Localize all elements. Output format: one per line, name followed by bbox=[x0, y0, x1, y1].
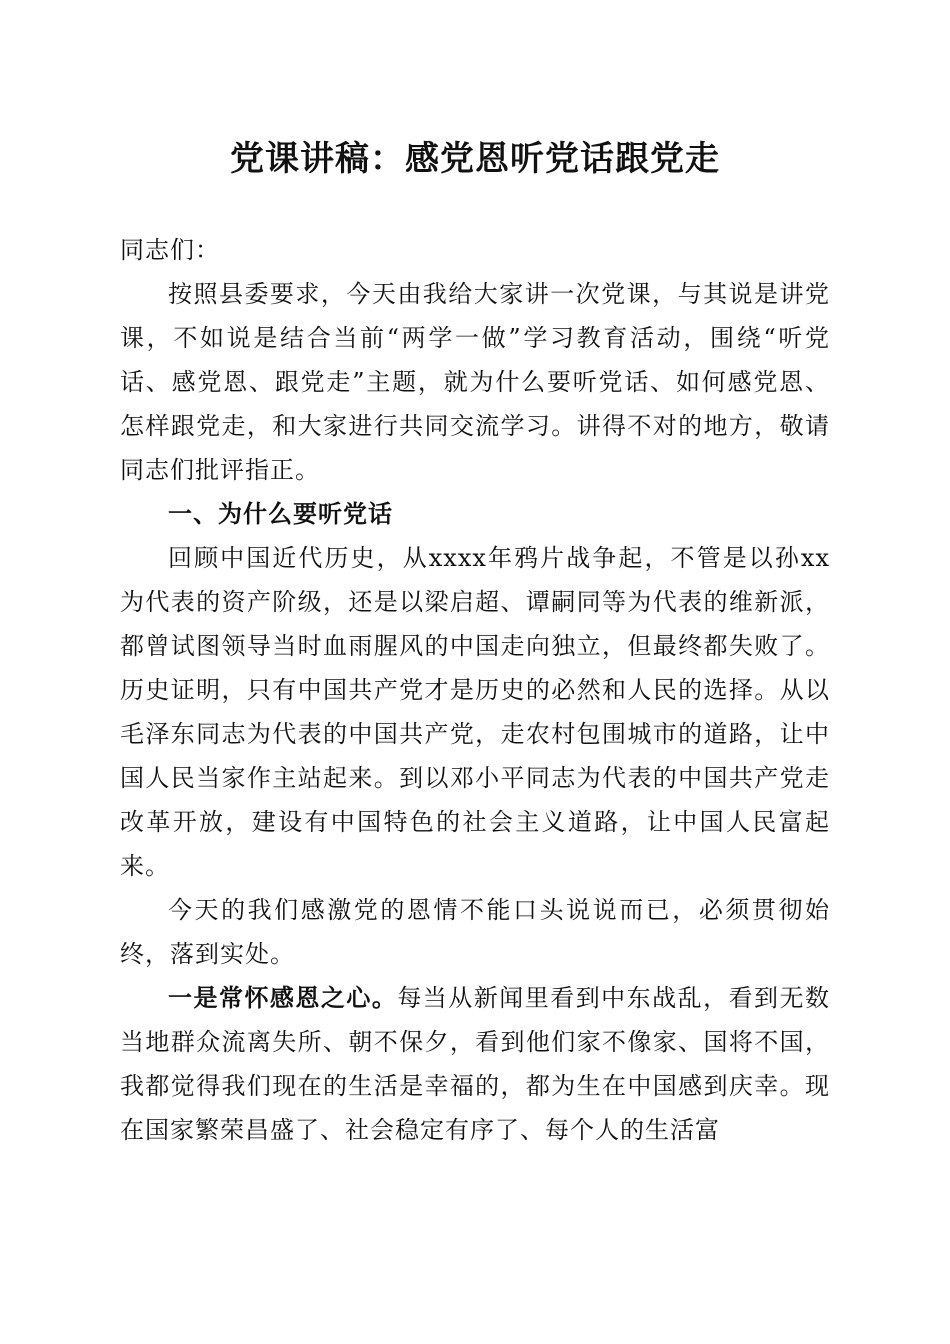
point-one-lead: 一是常怀感恩之心。 bbox=[168, 984, 398, 1012]
point-one-paragraph bbox=[120, 976, 830, 1152]
document-body bbox=[120, 228, 830, 1152]
salutation: 同志们： bbox=[120, 236, 220, 264]
section-heading: 一、为什么要听党话 bbox=[168, 500, 393, 528]
document-title: 党课讲稿：感党恩听党话跟党走 bbox=[230, 139, 720, 179]
gratitude-paragraph: 今天的我们感激党的恩情不能口头说说而已，必须贯彻始终，落到实处。 bbox=[120, 896, 830, 968]
intro-paragraph: 按照县委要求，今天由我给大家讲一次党课，与其说是讲党课，不如说是结合当前“两学一做”学习教育活动，围绕“听党话、感党恩、跟党走”主题，就为什么要听党话、如何感党恩、怎样跟党走，和大家进行共同交流学习。讲得不对的地方，敬请同志们批评指正。 bbox=[120, 280, 830, 484]
point-one-text: 每当从新闻里看到中东战乱，看到无数当地群众流离失所、朝不保夕，看到他们家不像家、国将不国，我都觉得我们现在的生活是幸福的，都为生在中国感到庆幸。现在国家繁荣昌盛了、社会稳定有序了、每个人的生活富 bbox=[120, 984, 831, 1144]
history-paragraph: 回顾中国近代历史，从xxxx年鸦片战争起，不管是以孙xx为代表的资产阶级，还是以梁启超、谭嗣同等为代表的维新派，都曾试图领导当时血雨腥风的中国走向独立，但最终都失败了。历史证明，只有中国共产党才是历史的必然和人民的选择。从以毛泽东同志为代表的中国共产党，走农村包围城市的道路，让中国人民当家作主站起来。到以邓小平同志为代表的中国共产党走改革开放，建设有中国特色的社会主义道路，让中国人民富起来。 bbox=[120, 544, 830, 880]
